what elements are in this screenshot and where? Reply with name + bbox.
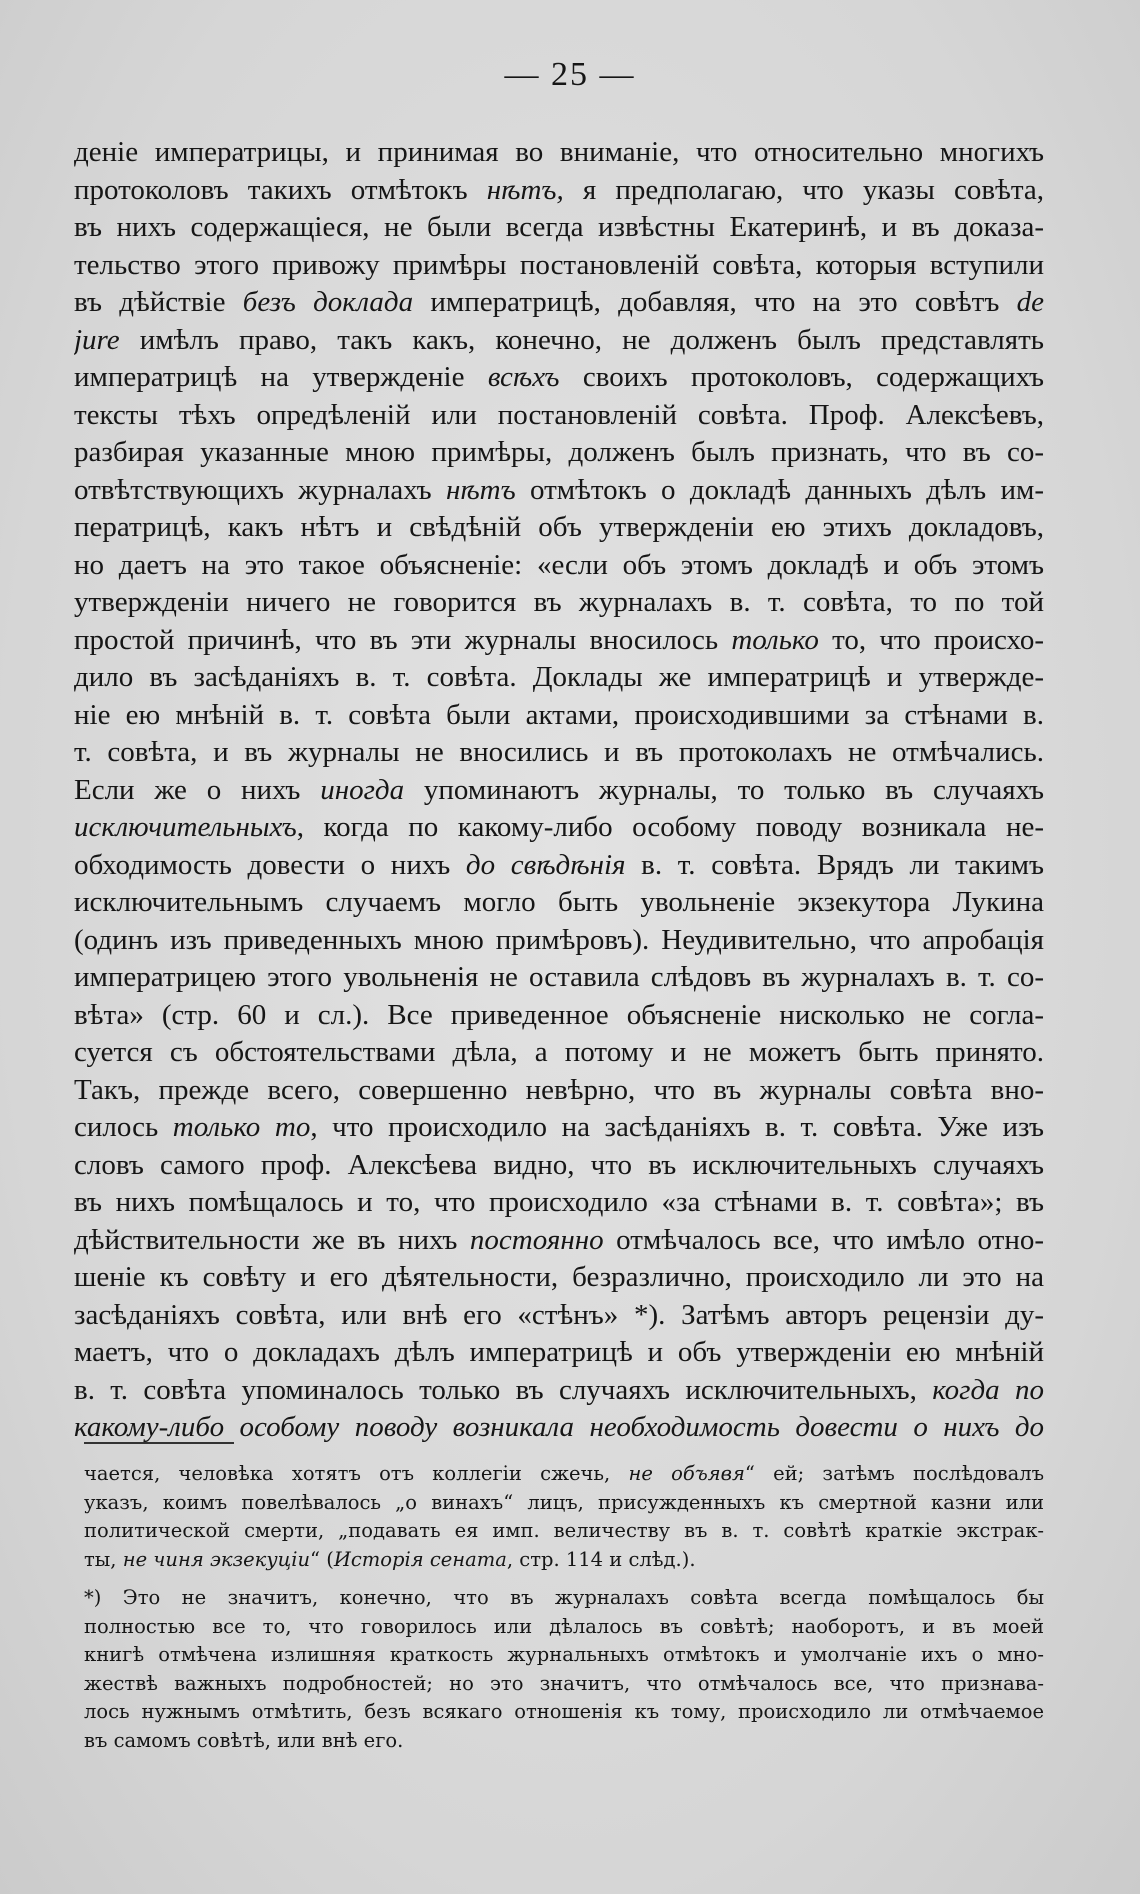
- footnote_star-line: въ самомъ совѣтѣ, или внѣ его.: [84, 1728, 404, 1752]
- body-line: императрицѣ на утвержденіе всѣхъ своихъ протоколовъ, содержащихъ: [74, 361, 1044, 393]
- body-line: вѣта» (стр. 60 и сл.). Все приведенное объясненіе нисколько не согла-: [74, 998, 1044, 1031]
- body-line: въ дѣйствіе безъ доклада императрицѣ, добавляя, что на это совѣтъ de: [74, 286, 1044, 318]
- body-line: в. т. совѣта упоминалось только въ случаяхъ исключительныхъ, когда по: [74, 1373, 1044, 1406]
- body-line: обходимость довести о нихъ до свѣдѣнія в. т. совѣта. Врядъ ли такимъ: [74, 848, 1044, 881]
- footnote_star-line: *) Это не значитъ, конечно, что въ журналахъ совѣта всегда помѣщалось бы: [84, 1586, 1044, 1609]
- footnotes: [84, 1460, 1044, 1755]
- body-line: исключительнымъ случаемъ могло быть увольненіе экзекутора Лукина: [74, 886, 1044, 918]
- body-line: тельство этого привожу примѣры постановленій совѣта, которыя вступили: [74, 248, 1044, 281]
- main-text: [74, 134, 1044, 1447]
- body-line: простой причинѣ, что въ эти журналы вносилось только то, что происхо-: [74, 623, 1044, 656]
- body-line: словъ самого проф. Алексѣева видно, что въ исключительныхъ случаяхъ: [74, 1148, 1044, 1181]
- body-line: исключительныхъ, когда по какому-либо особому поводу возникала не-: [74, 811, 1044, 843]
- body-line: Если же о нихъ иногда упоминаютъ журналы, то только въ случаяхъ: [74, 773, 1044, 806]
- footnote_star-line: жествѣ важныхъ подробностей; но это значитъ, что отмѣчалось все, что признава-: [84, 1671, 1044, 1695]
- body-line: дѣйствительности же въ нихъ постоянно отмѣчалось все, что имѣло отно-: [74, 1223, 1044, 1256]
- footnote-divider: [84, 1442, 234, 1444]
- body-line: деніе императрицы, и принимая во вниманіе, что относительно многихъ: [74, 136, 1044, 168]
- body-line: дило въ засѣданіяхъ в. т. совѣта. Доклады же императрицѣ и утвержде-: [74, 661, 1044, 693]
- body-line: суется съ обстоятельствами дѣла, а потому и не можетъ быть принято.: [74, 1036, 1044, 1068]
- body-line: силось только то, что происходило на засѣданіяхъ в. т. совѣта. Уже изъ: [74, 1111, 1044, 1143]
- body-line: какому-либо особому поводу возникала необходимость довести о нихъ до: [74, 1411, 1044, 1443]
- footnote_star-line: книгѣ отмѣчена излишняя краткость журнальныхъ отмѣтокъ и умолчаніе ихъ о мно-: [84, 1643, 1044, 1666]
- body-line: утвержденіи ничего не говорится въ журналахъ в. т. совѣта, то по той: [74, 586, 1044, 618]
- body-line: т. совѣта, и въ журналы не вносились и въ протоколахъ не отмѣчались.: [74, 736, 1044, 768]
- page-number: — 25 —: [504, 56, 636, 93]
- body-line: jure имѣлъ право, такъ какъ, конечно, не долженъ былъ представлять: [74, 323, 1044, 356]
- body-line: разбирая указанные мною примѣры, долженъ былъ признать, что въ со-: [74, 436, 1044, 468]
- footnote_continuation-line: политической смерти, „подавать ея имп. величеству въ в. т. совѣтѣ краткіе экстрак-: [84, 1519, 1044, 1542]
- body-line: Такъ, прежде всего, совершенно невѣрно, что въ журналы совѣта вно-: [74, 1073, 1044, 1106]
- body-line: засѣданіяхъ совѣта, или внѣ его «стѣнъ» *). Затѣмъ авторъ рецензіи ду-: [74, 1298, 1044, 1331]
- body-line: протоколовъ такихъ отмѣтокъ нѣтъ, я предполагаю, что указы совѣта,: [74, 173, 1044, 206]
- footnote_continuation-line: ты, не чиня экзекуціи“ (Исторія сената, стр. 114 и слѣд.).: [84, 1547, 696, 1571]
- body-line: (одинъ изъ приведенныхъ мною примѣровъ). Неудивительно, что апробація: [74, 923, 1044, 956]
- body-line: въ нихъ помѣщалось и то, что происходило «за стѣнами в. т. совѣта»; въ: [74, 1186, 1044, 1218]
- footnote_star-line: лось нужнымъ отмѣтить, безъ всякаго отношенія къ тому, происходило ли отмѣчаемое: [84, 1700, 1044, 1723]
- body-line: отвѣтствующихъ журналахъ нѣтъ отмѣтокъ о докладѣ данныхъ дѣлъ им-: [74, 473, 1044, 506]
- footnote_star-line: полностью все то, что говорилось или дѣлалось въ совѣтѣ; наоборотъ, и въ моей: [84, 1614, 1044, 1638]
- body-line: ніе ею мнѣній в. т. совѣта были актами, происходившими за стѣнами в.: [74, 698, 1044, 731]
- body-line: тексты тѣхъ опредѣленій или постановленій совѣта. Проф. Алексѣевъ,: [74, 398, 1044, 431]
- footnote_continuation-line: чается, человѣка хотятъ отъ коллегіи сжечь, не объявя“ ей; затѣмъ послѣдовалъ: [84, 1462, 1044, 1485]
- footnote-star: [84, 1584, 1044, 1755]
- body-line: маетъ, что о докладахъ дѣлъ императрицѣ и объ утвержденіи ею мнѣній: [74, 1336, 1044, 1368]
- body-line: но даетъ на это такое объясненіе: «если объ этомъ докладѣ и объ этомъ: [74, 548, 1044, 581]
- body-line: императрицею этого увольненія не оставила слѣдовъ въ журналахъ в. т. со-: [74, 961, 1044, 993]
- footnote-continuation: [84, 1460, 1044, 1574]
- body-line: ператрицѣ, какъ нѣтъ и свѣдѣній объ утвержденіи ею этихъ докладовъ,: [74, 511, 1044, 543]
- footnote_continuation-line: указъ, коимъ повелѣвалось „о винахъ“ лицъ, присужденныхъ къ смертной казни или: [84, 1490, 1044, 1514]
- body-line: шеніе къ совѣту и его дѣятельности, безразлично, происходило ли это на: [74, 1261, 1044, 1293]
- body-line: въ нихъ содержащіеся, не были всегда извѣстны Екатеринѣ, и въ доказа-: [74, 211, 1044, 243]
